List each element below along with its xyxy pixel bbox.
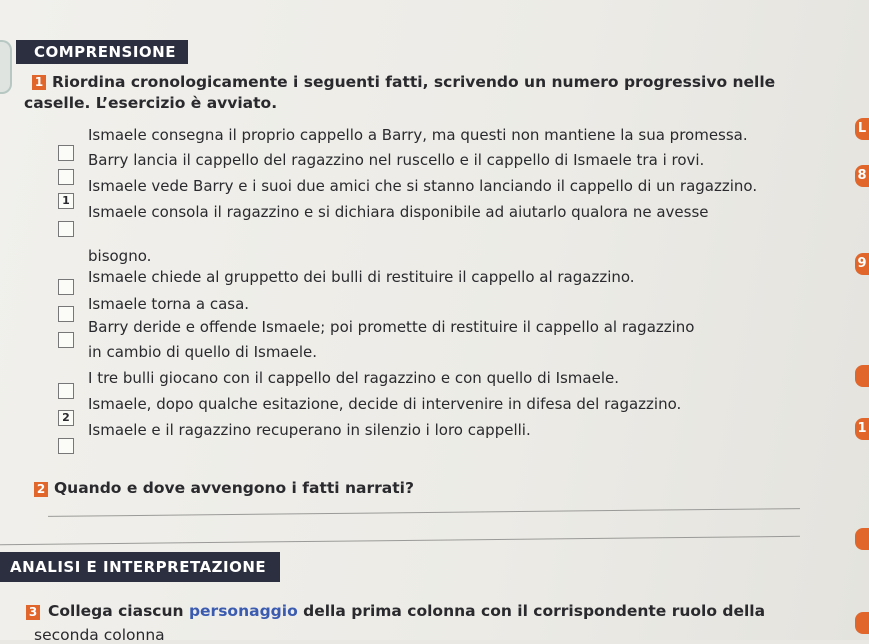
margin-marker-7 — [855, 612, 869, 634]
order-box-5[interactable] — [58, 279, 74, 295]
order-box-10[interactable] — [58, 438, 74, 454]
order-box-8[interactable] — [58, 383, 74, 399]
answer-line-2[interactable] — [0, 536, 800, 545]
question-number-1: 1 — [32, 75, 46, 90]
question-3-suffix: della prima colonna con il corrispondente ruolo della — [297, 602, 766, 620]
question-3-line-1 — [48, 602, 765, 620]
event-item-6: Ismaele torna a casa. — [88, 295, 250, 313]
event-item-2: Barry lancia il cappello del ragazzino nel ruscello e il cappello di Ismaele tra i rovi. — [88, 151, 705, 169]
order-box-6[interactable] — [58, 306, 74, 322]
event-item-10: Ismaele e il ragazzino recuperano in silenzio i loro cappelli. — [88, 421, 531, 439]
question-number-2: 2 — [34, 482, 48, 497]
question-1-line-1: Riordina cronologicamente i seguenti fatti, scrivendo un numero progressivo nelle — [52, 73, 776, 91]
order-box-3[interactable]: 1 — [58, 193, 74, 209]
question-3-prefix: Collega ciascun — [48, 602, 189, 620]
event-item-7: Barry deride e offende Ismaele; poi promette di restituire il cappello al ragazzino — [88, 318, 695, 336]
margin-marker-4 — [855, 365, 869, 387]
section-heading-analisi: ANALISI E INTERPRETAZIONE — [0, 552, 280, 582]
question-3-highlight: personaggio — [188, 602, 298, 620]
event-item-4-cont: bisogno. — [88, 247, 152, 265]
margin-marker-2: 8 — [855, 165, 869, 187]
event-item-4: Ismaele consola il ragazzino e si dichiara disponibile ad aiutarlo qualora ne avesse — [88, 203, 709, 221]
answer-line-1[interactable] — [48, 508, 800, 517]
margin-marker-5: 1 — [855, 418, 869, 440]
event-item-5: Ismaele chiede al gruppetto dei bulli di restituire il cappello al ragazzino. — [88, 268, 635, 286]
question-number-3: 3 — [26, 605, 40, 620]
event-item-1: Ismaele consegna il proprio cappello a Barry, ma questi non mantiene la sua promessa. — [88, 126, 748, 144]
section-heading-comprensione: COMPRENSIONE — [16, 40, 188, 64]
order-box-7[interactable] — [58, 332, 74, 348]
margin-marker-3: 9 — [855, 253, 869, 275]
order-box-4[interactable] — [58, 221, 74, 237]
event-item-9: Ismaele, dopo qualche esitazione, decide di intervenire in difesa del ragazzino. — [88, 395, 682, 413]
event-item-3: Ismaele vede Barry e i suoi due amici che si stanno lanciando il cappello di un ragazzino. — [88, 177, 758, 195]
order-box-2[interactable] — [58, 169, 74, 185]
margin-marker-6 — [855, 528, 869, 550]
order-box-1[interactable] — [58, 145, 74, 161]
question-3-line-2: seconda colonna — [34, 626, 165, 644]
event-item-8: I tre bulli giocano con il cappello del ragazzino e con quello di Ismaele. — [88, 369, 620, 387]
margin-marker-1: L — [855, 118, 869, 140]
question-2-text: Quando e dove avvengono i fatti narrati? — [54, 479, 414, 497]
question-1-line-2: caselle. L’esercizio è avviato. — [24, 94, 278, 112]
order-box-9[interactable]: 2 — [58, 410, 74, 426]
ring-binding — [0, 40, 12, 94]
event-item-7-cont: in cambio di quello di Ismaele. — [88, 343, 318, 361]
